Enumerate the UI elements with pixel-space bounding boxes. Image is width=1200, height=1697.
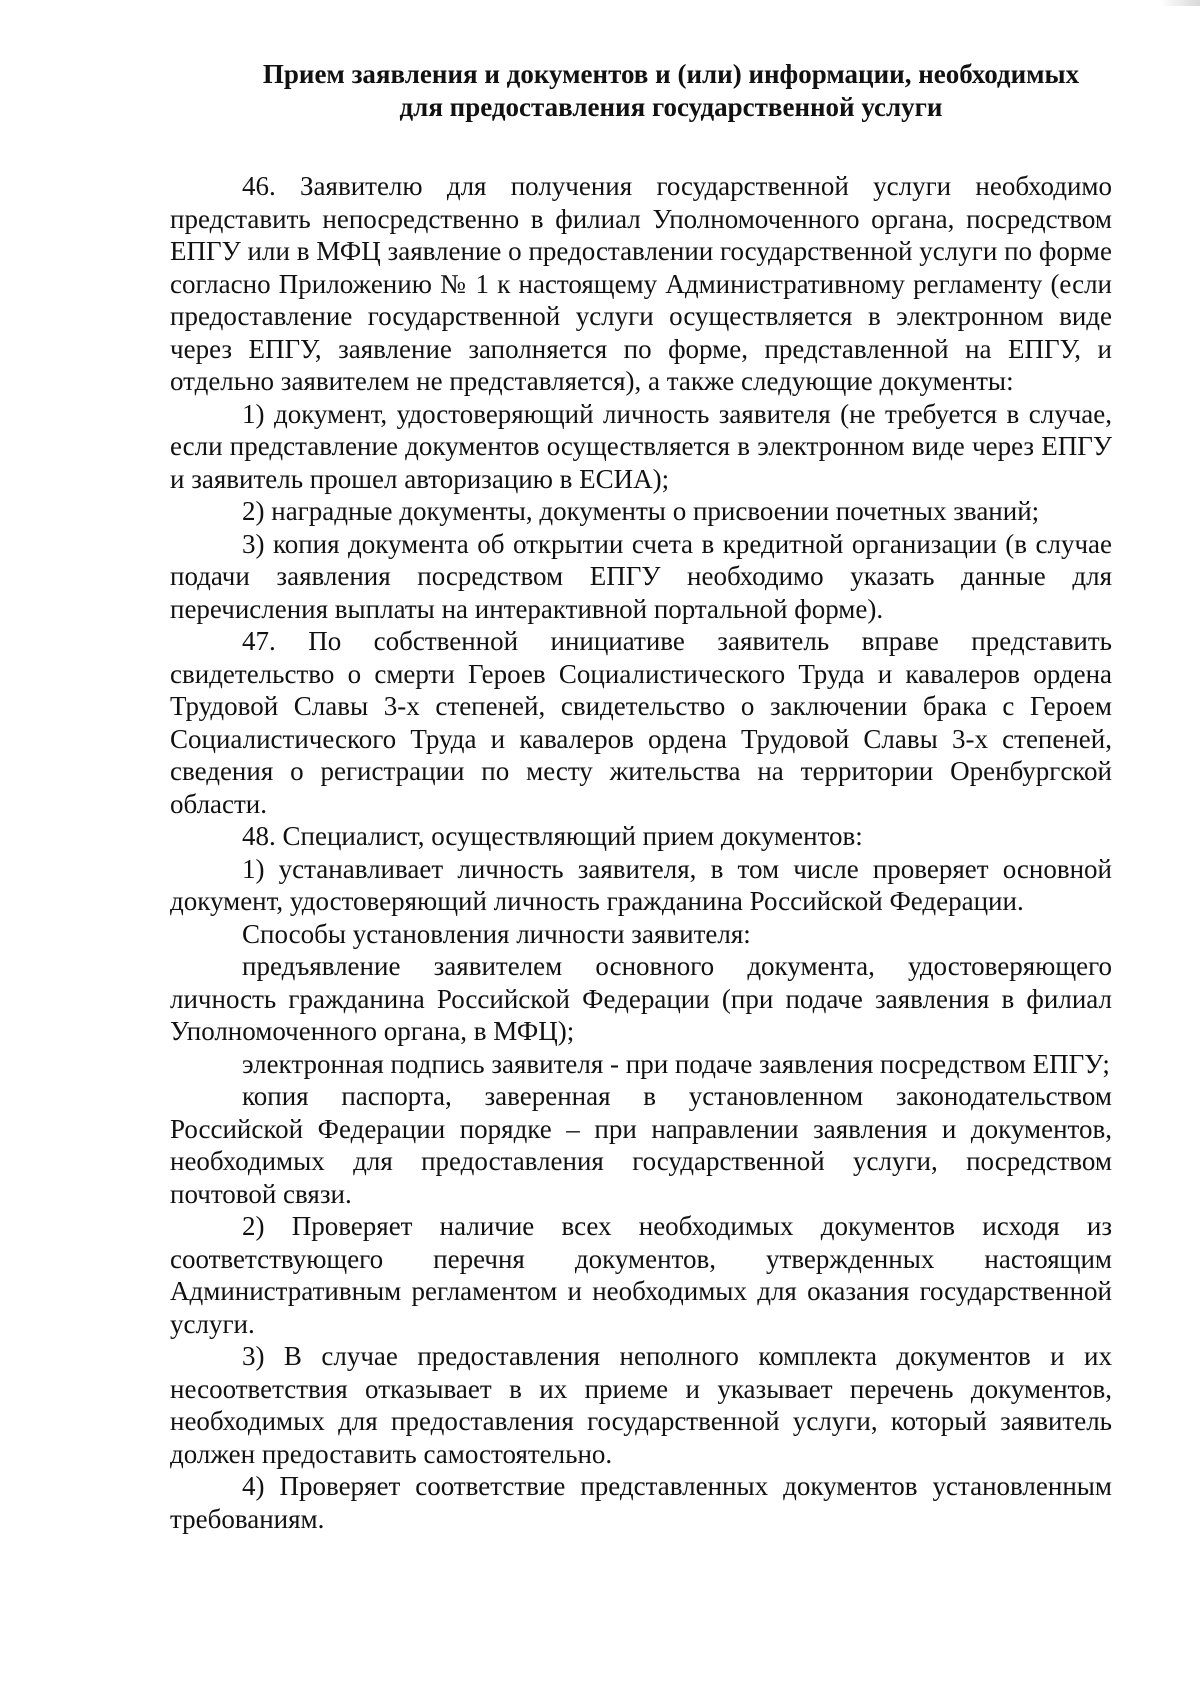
identification-method-signature: электронная подпись заявителя - при подаче заявления посредством ЕПГУ; xyxy=(242,1048,1110,1079)
paragraph-47: 47. По собственной инициативе заявитель вправе представить свидетельство о смерти Героев Социалистического Труда и кавалеров ордена Трудовой Славы 3-х степеней, свидетельство о заключении брака с Героем Социалистического Труда и кавалеров ордена Трудовой Славы 3-х степеней, сведения о регистрации по месту жительства на территории Оренбургской области. xyxy=(170,626,1112,819)
paragraph-46-item-2: 2) наградные документы, документы о присвоении почетных званий; xyxy=(242,496,1040,526)
paragraph-46: 46. Заявителю для получения государственной услуги необходимо представить непосредственно в филиал Уполномоченного органа, посредством ЕПГУ или в МФЦ заявление о предоставлении государственной услуги по форме согласно Приложению № 1 к настоящему Административному регламенту (если предоставление государственной услуги осуществляется в электронном виде через ЕПГУ, заявление заполняется по форме, представленной на ЕПГУ, и отдельно заявителем не представляется), а также следующие документы: xyxy=(170,171,1112,396)
paragraph-48-item-1: 1) устанавливает личность заявителя, в том числе проверяет основной документ, удостоверяющий личность гражданина Российской Федерации. xyxy=(170,853,1112,916)
paragraph-48-item-4: 4) Проверяет соответствие представленных документов установленным требованиям. xyxy=(170,1471,1112,1534)
section-heading xyxy=(170,58,1112,124)
identification-method-passport-copy: копия паспорта, заверенная в установленном законодательством Российской Федерации порядке – при направлении заявления и документов, необходимых для предоставления государственной услуги, посредством почтовой связи. xyxy=(170,1081,1112,1209)
document-page xyxy=(170,58,1112,1535)
paragraph-46-item-3: 3) копия документа об открытии счета в кредитной организации (в случае подачи заявления посредством ЕПГУ необходимо указать данные для перечисления выплаты на интерактивной портальной форме). xyxy=(170,528,1112,624)
heading-line-2: для предоставления государственной услуги xyxy=(399,92,943,122)
scan-edge-mark xyxy=(1160,0,1200,6)
paragraph-48-item-3: 3) В случае предоставления неполного комплекта документов и их несоответствия отказывает в их приеме и указывает перечень документов, необходимых для предоставления государственной услуги, который заявитель должен предоставить самостоятельно. xyxy=(170,1341,1112,1469)
identification-methods-intro: Способы установления личности заявителя: xyxy=(242,918,751,949)
paragraph-48: 48. Специалист, осуществляющий прием документов: xyxy=(242,821,863,851)
identification-method-document: предъявление заявителем основного документа, удостоверяющего личность гражданина Российской Федерации (при подаче заявления в филиал Уполномоченного органа, в МФЦ); xyxy=(170,951,1112,1046)
paragraph-46-item-1: 1) документ, удостоверяющий личность заявителя (не требуется в случае, если представление документов осуществляется в электронном виде через ЕПГУ и заявитель прошел авторизацию в ЕСИА); xyxy=(170,398,1112,494)
heading-line-1: Прием заявления и документов и (или) информации, необходимых xyxy=(262,59,1080,89)
paragraph-48-item-2: 2) Проверяет наличие всех необходимых документов исходя из соответствующего перечня документов, утвержденных настоящим Административным регламентом и необходимых для оказания государственной услуги. xyxy=(170,1211,1112,1339)
